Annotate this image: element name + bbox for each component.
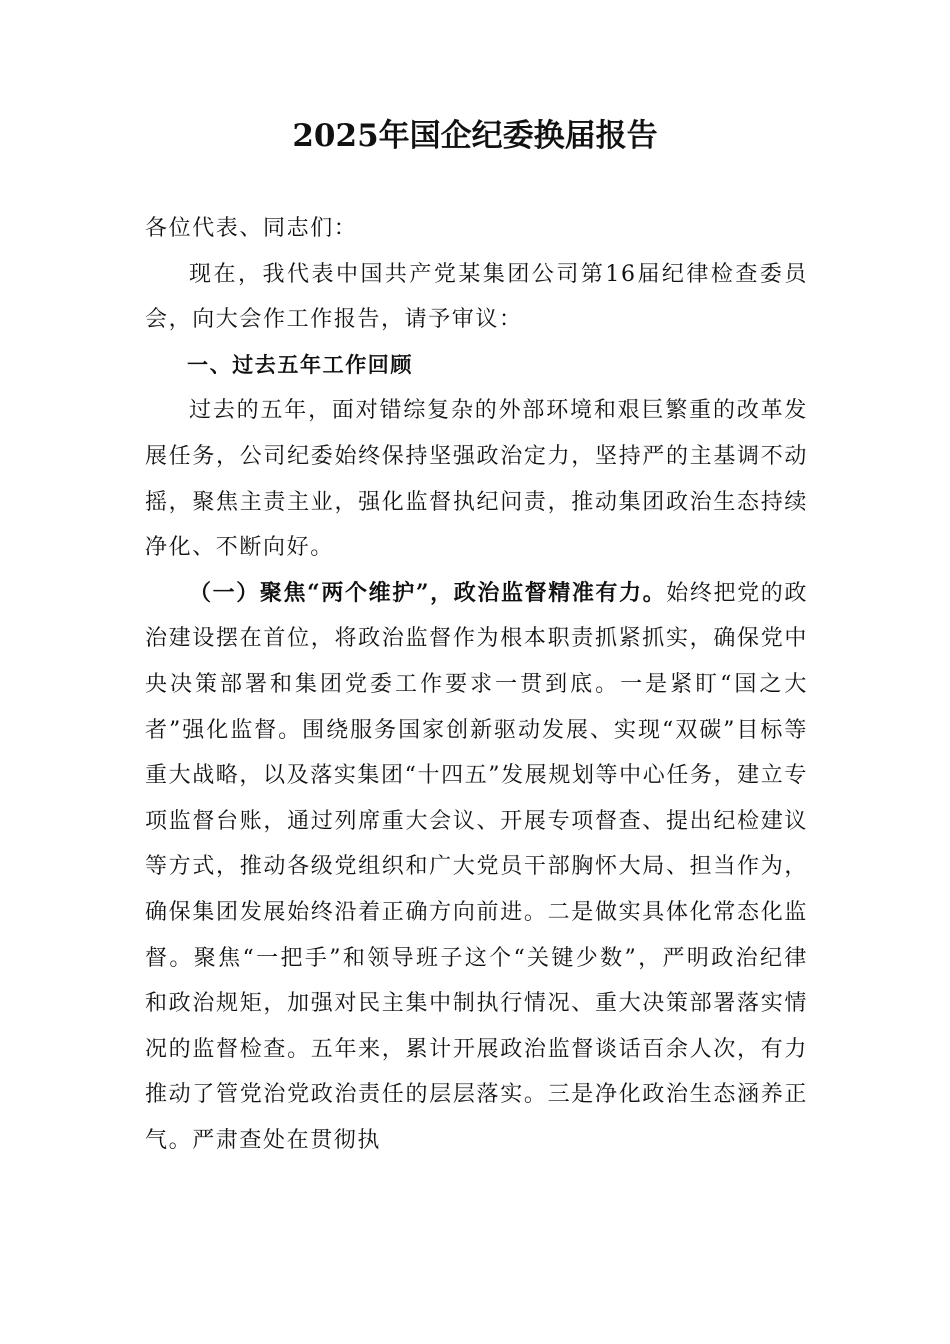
salutation: 各位代表、同志们： xyxy=(145,216,358,241)
document-body xyxy=(145,206,808,1163)
subsection-text: 始终把党的政治建设摆在首位，将政治监督作为根本职责抓紧抓实，确保党中央决策部署和集团党委工作要求一贯到底。一是紧盯“国之大者”强化监督。围绕服务国家创新驱动发展、实现“双碳”目标等重大战略，以及落实集团“十四五”发展规划等中心任务，建立专项监督台账，通过列席重大会议、开展专项督查、提出纪检建议等方式，推动各级党组织和广大党员干部胸怀大局、担当作为，确保集团发展始终沿着正确方向前进。二是做实具体化常态化监督。聚焦“一把手”和领导班子这个“关键少数”，严明政治纪律和政治规矩，加强对民主集中制执行情况、重大决策部署落实情况的监督检查。五年来，累计开展政治监督谈话百余人次，有力推动了管党治党政治责任的层层落实。三是净化政治生态涵养正气。严肃查处在贯彻执 xyxy=(145,580,808,1153)
document-title: 2025年国企纪委换届报告 xyxy=(292,118,658,154)
section-paragraph: 过去的五年，面对错综复杂的外部环境和艰巨繁重的改革发展任务，公司纪委始终保持坚强政治定力，坚持严的主基调不动摇，聚焦主责主业，强化监督执纪问责，推动集团政治生态持续净化、不断向好。 xyxy=(145,398,808,561)
intro-paragraph: 现在，我代表中国共产党某集团公司第16届纪律检查委员会，向大会作工作报告，请予审议： xyxy=(145,261,808,333)
section-heading: 一、过去五年工作回顾 xyxy=(187,352,413,377)
subsection-paragraph xyxy=(145,571,808,1164)
subsection-heading: （一）聚焦“两个维护”，政治监督精准有力。 xyxy=(189,579,667,606)
